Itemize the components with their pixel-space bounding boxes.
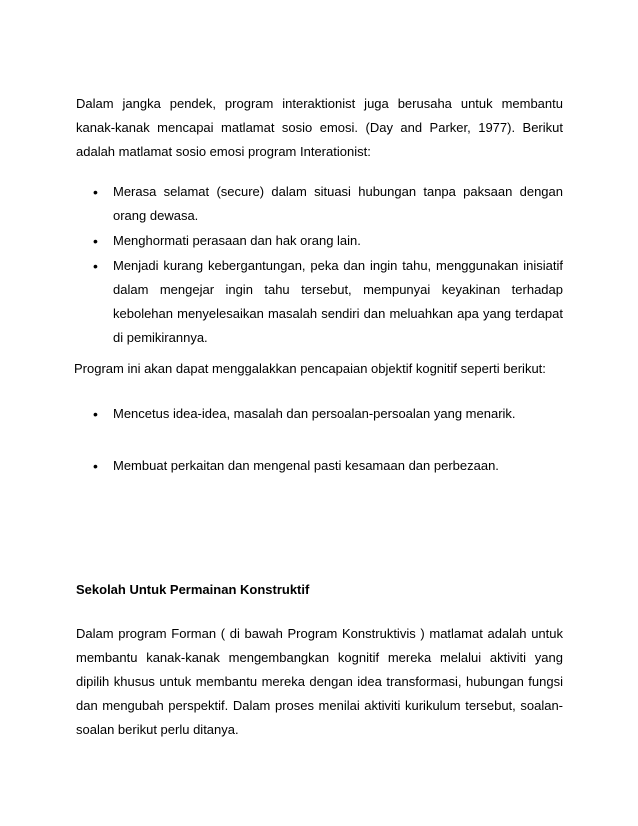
list-item-text: Mencetus idea-idea, masalah dan persoalan-persoalan yang menarik. — [113, 406, 516, 421]
cognitive-intro-paragraph: Program ini akan dapat menggalakkan pencapaian objektif kognitif seperti berikut: — [74, 361, 546, 376]
list-item-text: Menghormati perasaan dan hak orang lain. — [113, 233, 361, 248]
bullet-icon: • — [93, 258, 98, 274]
bullet-icon: • — [93, 406, 98, 422]
list-item — [76, 402, 563, 426]
list-item-text: Merasa selamat (secure) dalam situasi hubungan tanpa paksaan dengan orang dewasa. — [113, 184, 563, 223]
list-item-text: Membuat perkaitan dan mengenal pasti kesamaan dan perbezaan. — [113, 458, 499, 473]
list-item — [76, 254, 563, 350]
intro-paragraph: Dalam jangka pendek, program interaktionist juga berusaha untuk membantu kanak-kanak mencapai matlamat sosio emosi. (Day and Parker, 1977). Berikut adalah matlamat sosio emosi program Interationist: — [76, 96, 563, 159]
bullet-icon: • — [93, 458, 98, 474]
list-item-text: Menjadi kurang kebergantungan, peka dan ingin tahu, menggunakan inisiatif dalam mengejar ingin tahu tersebut, mempunyai keyakinan terhadap kebolehan menyelesaikan masalah sendiri dan meluahkan apa yang terdapat di pemikirannya. — [113, 258, 563, 345]
socio-emotional-goals-list — [76, 180, 563, 351]
cognitive-goals-list — [76, 402, 563, 506]
bullet-icon: • — [93, 233, 98, 249]
list-item — [76, 229, 563, 253]
section-heading: Sekolah Untuk Permainan Konstruktif — [76, 582, 310, 597]
forman-paragraph: Dalam program Forman ( di bawah Program Konstruktivis ) matlamat adalah untuk membantu kanak-kanak mengembangkan kognitif mereka melalui aktiviti yang dipilih khusus untuk membantu mereka dengan idea transformasi, hubungan fungsi dan mengubah perspektif. Dalam proses menilai aktiviti kurikulum tersebut, soalan-soalan berikut perlu ditanya. — [76, 626, 563, 737]
list-item — [76, 454, 563, 478]
list-item — [76, 180, 563, 228]
bullet-icon: • — [93, 184, 98, 200]
